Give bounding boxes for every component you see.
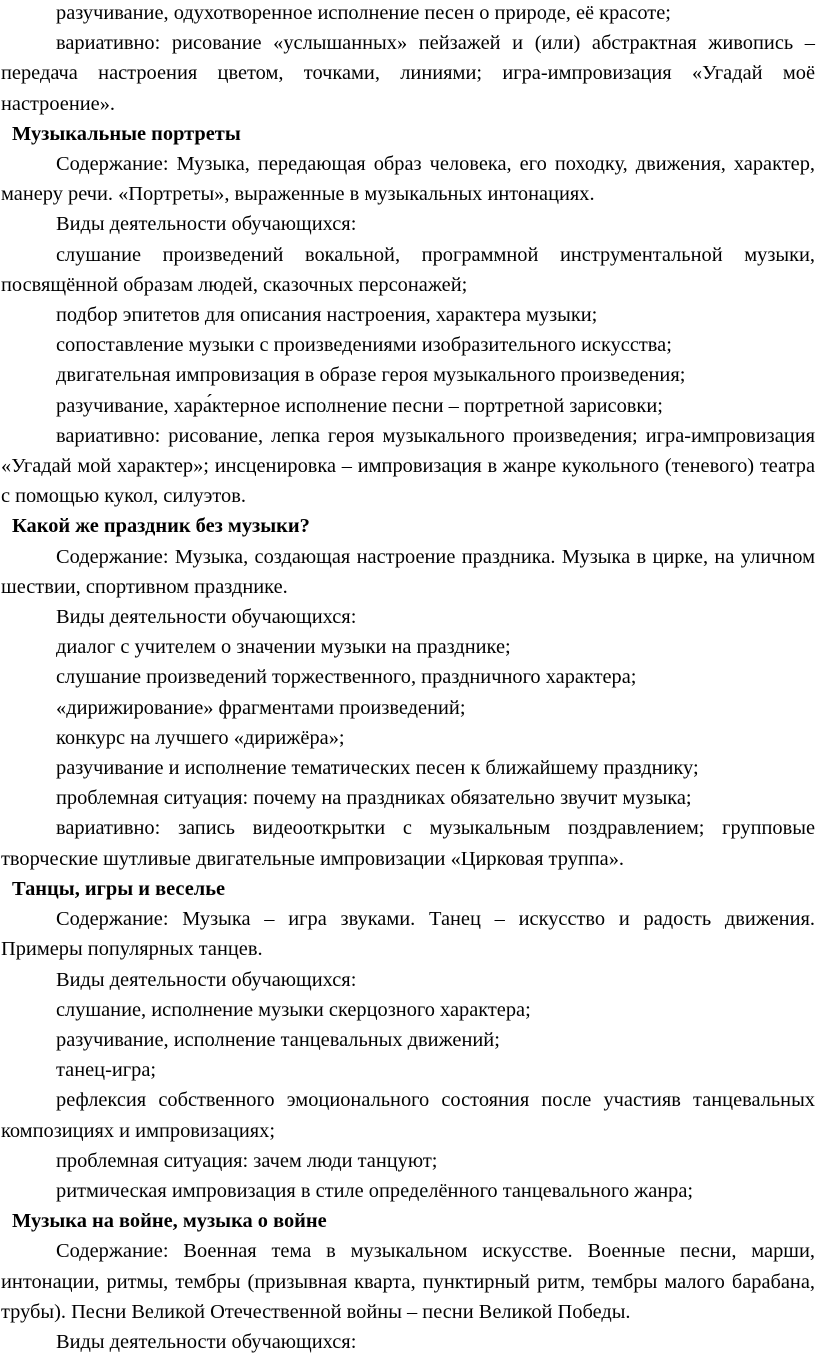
paragraph: сопоставление музыки с произведениями изобразительного искусства; xyxy=(56,334,672,357)
paragraph: Содержание: Музыка – игра звуками. Танец – искусство и радость движения. Примеры популярных танцев. xyxy=(1,908,815,961)
paragraph: Виды деятельности обучающихся: xyxy=(56,1330,357,1353)
section-heading: Музыкальные портреты xyxy=(12,122,241,145)
paragraph: Содержание: Военная тема в музыкальном искусстве. Военные песни, марши, интонации, ритмы, тембры (призывная кварта, пунктирный ритм, тембры малого барабана, трубы). Песни Великой Отечественной войны – песни Великой Победы. xyxy=(1,1240,815,1323)
paragraph: рефлексия собственного эмоционального состояния после участияв танцевальных композициях и импровизациях; xyxy=(1,1089,815,1142)
paragraph: Виды деятельности обучающихся: xyxy=(56,213,357,236)
paragraph: слушание произведений вокальной, программной инструментальной музыки, посвящённой образам людей, сказочных персонажей; xyxy=(1,243,815,296)
paragraph: танец-игра; xyxy=(56,1059,157,1082)
paragraph: «дирижирование» фрагментами произведений; xyxy=(56,696,466,719)
paragraph: вариативно: рисование, лепка героя музыкального произведения; игра-импровизация «Угадай мой характер»; инсценировка – импровизация в жанре кукольного (теневого) театра с помощью кукол, силуэтов. xyxy=(1,424,815,508)
section-heading: Какой же праздник без музыки? xyxy=(12,515,310,538)
paragraph: разучивание, хара́ктерное исполнение песни – портретной зарисовки; xyxy=(56,394,663,417)
paragraph: подбор эпитетов для описания настроения, характера музыки; xyxy=(56,304,598,327)
section-heading: Музыка на войне, музыка о войне xyxy=(12,1210,327,1233)
paragraph: Содержание: Музыка, создающая настроение праздника. Музыка в цирке, на уличном шествии, спортивном празднике. xyxy=(1,545,815,598)
paragraph: разучивание, одухотворенное исполнение песен о природе, её красоте; xyxy=(56,2,671,24)
paragraph: разучивание, исполнение танцевальных движений; xyxy=(56,1028,500,1051)
paragraph: разучивание и исполнение тематических песен к ближайшему празднику; xyxy=(56,757,699,780)
paragraph: конкурс на лучшего «дирижёра»; xyxy=(56,726,345,749)
paragraph: вариативно: запись видеооткрытки с музыкальным поздравлением; групповые творческие шутливые двигательные импровизации «Цирковая труппа». xyxy=(1,817,815,870)
paragraph: диалог с учителем о значении музыки на празднике; xyxy=(56,636,511,659)
paragraph: проблемная ситуация: зачем люди танцуют; xyxy=(56,1149,438,1172)
paragraph: двигательная импровизация в образе героя музыкального произведения; xyxy=(56,364,686,387)
paragraph: Содержание: Музыка, передающая образ человека, его походку, движения, характер, манеру речи. «Портреты», выраженные в музыкальных интонациях. xyxy=(1,153,815,206)
paragraph: слушание произведений торжественного, праздничного характера; xyxy=(56,666,637,689)
paragraph: Виды деятельности обучающихся: xyxy=(56,968,357,991)
paragraph: ритмическая импровизация в стиле определённого танцевального жанра; xyxy=(56,1179,694,1202)
paragraph: вариативно: рисование «услышанных» пейзажей и (или) абстрактная живопись – передача настроения цветом, точками, линиями; игра-импровизация «Угадай моё настроение». xyxy=(1,32,815,115)
paragraph: проблемная ситуация: почему на праздниках обязательно звучит музыка; xyxy=(56,787,692,810)
section-heading: Танцы, игры и веселье xyxy=(12,877,226,900)
paragraph: Виды деятельности обучающихся: xyxy=(56,606,357,629)
paragraph: слушание, исполнение музыки скерцозного характера; xyxy=(56,998,531,1021)
